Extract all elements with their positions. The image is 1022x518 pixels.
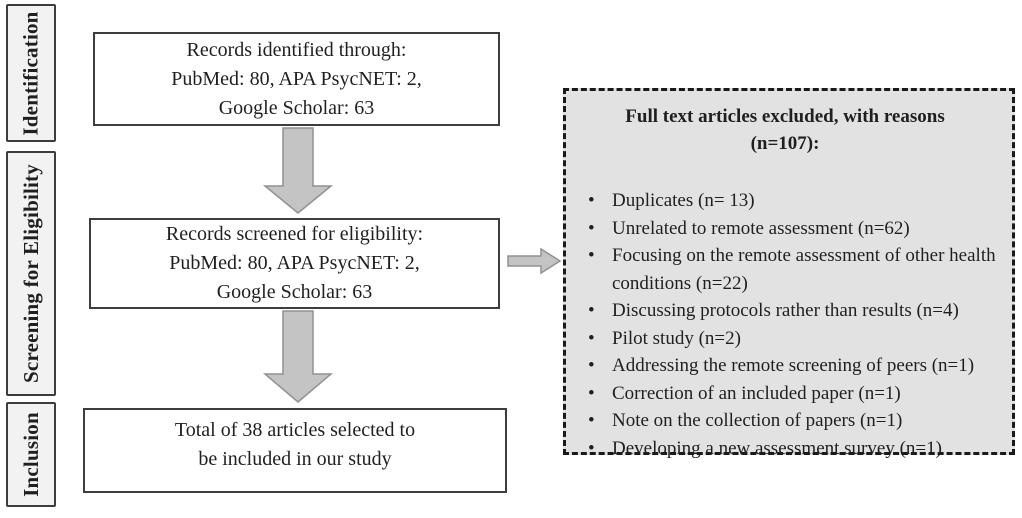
- records-identified-line: PubMed: 80, APA PsycNET: 2,: [171, 67, 422, 90]
- records-identified-line: Records identified through:: [186, 38, 407, 61]
- exclusion-item: • Developing a new assessment survey (n=1): [586, 435, 1004, 463]
- stage-label-identification: Identification: [18, 10, 43, 136]
- stage-label-inclusion: Inclusion: [18, 412, 43, 497]
- exclusion-item: • Note on the collection of papers (n=1): [586, 407, 1004, 435]
- right-arrow-icon: [508, 249, 560, 273]
- stage-label-screening: Screening for Eligibility: [18, 164, 43, 383]
- stage-box-screening: [6, 151, 56, 396]
- exclusion-reasons-box: [563, 88, 1015, 459]
- exclusion-list: [566, 187, 1004, 462]
- exclusion-title-line2: (n=107):: [750, 133, 820, 154]
- exclusion-title: [566, 103, 1004, 157]
- records-identified-box: [93, 32, 500, 126]
- records-screened-line: PubMed: 80, APA PsycNET: 2,: [169, 252, 420, 274]
- exclusion-item: • Unrelated to remote assessment (n=62): [586, 215, 1004, 243]
- records-screened-box: [89, 218, 500, 309]
- total-included-box: [83, 408, 507, 493]
- total-included-line: Total of 38 articles selected to: [174, 418, 416, 441]
- exclusion-item: • Addressing the remote screening of peers (n=1): [586, 352, 1004, 380]
- down-arrow-icon: [265, 311, 331, 402]
- stage-box-identification: [6, 4, 56, 142]
- down-arrow-icon: [265, 128, 331, 213]
- records-screened-line: Records screened for eligibility:: [165, 223, 424, 245]
- records-screened-line: Google Scholar: 63: [216, 281, 373, 303]
- exclusion-item: • Pilot study (n=2): [586, 325, 1004, 353]
- exclusion-item: • Correction of an included paper (n=1): [586, 380, 1004, 408]
- exclusion-title-line1: Full text articles excluded, with reasons: [625, 106, 945, 127]
- records-identified-line: Google Scholar: 63: [218, 96, 375, 119]
- exclusion-item: • Discussing protocols rather than results (n=4): [586, 297, 1004, 325]
- exclusion-item: • Duplicates (n= 13): [586, 187, 1004, 215]
- exclusion-item: • Focusing on the remote assessment of other health conditions (n=22): [586, 242, 1004, 297]
- total-included-line: be included in our study: [198, 447, 392, 470]
- stage-box-inclusion: [6, 402, 56, 507]
